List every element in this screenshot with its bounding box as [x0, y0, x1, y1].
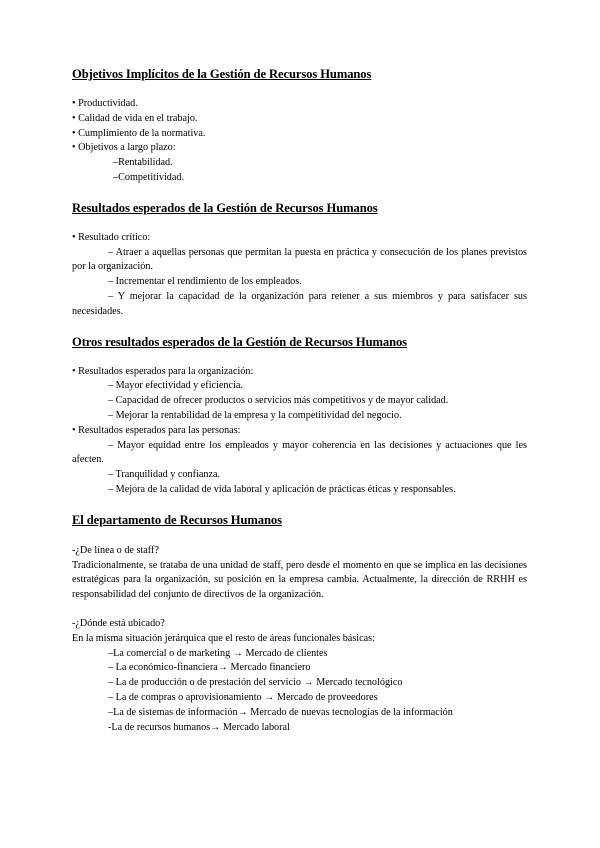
dash-item: – Mejora de la calidad de vida laboral y aplicación de prácticas éticas y responsables. — [108, 483, 456, 495]
bullet-item: • Resultados esperados para las personas: — [72, 424, 241, 436]
otros-resultados-list — [72, 365, 527, 498]
dash-item: – Incrementar el rendimiento de los empleados. — [108, 276, 302, 288]
bullet-item: • Cumplimiento de la normativa. — [72, 127, 206, 139]
area-item: – La económico-financiera→ Mercado financiero — [108, 662, 311, 674]
area-item: –La comercial o de marketing → Mercado de clientes — [108, 647, 328, 659]
paragraph: Tradicionalmente, se trataba de una unidad de staff, pero desde el momento en que se implica en las decisiones estratégicas para la organización, su posición en la empresa cambia. Actualmente, la dirección de RRHH es responsabilidad del conjunto de directivos de la organización. — [72, 559, 527, 601]
section-title-resultados: Resultados esperados de la Gestión de Recursos Humanos — [72, 200, 378, 215]
bullet-item: • Calidad de vida en el trabajo. — [72, 112, 198, 124]
document-content — [72, 66, 527, 735]
dash-item: – Mejorar la rentabilidad de la empresa y la competitividad del negocio. — [108, 409, 402, 421]
area-item: –La de sistemas de información→ Mercado de nuevas tecnologías de la información — [108, 706, 453, 718]
section-title-otros-resultados: Otros resultados esperados de la Gestión de Recursos Humanos — [72, 334, 407, 349]
section-title-departamento: El departamento de Recursos Humanos — [72, 512, 282, 527]
dash-item: – Atraer a aquellas personas que permitan la puesta en práctica y consecución de los planes previstos por la organización. — [72, 246, 527, 273]
paragraph: En la misma situación jerárquica que el resto de áreas funcionales básicas: — [72, 632, 375, 644]
question-line: -¿Dónde está ubicado? — [72, 617, 165, 629]
sub-item: –Rentabilidad. — [113, 157, 173, 169]
section-title-objetivos: Objetivos Implícitos de la Gestión de Recursos Humanos — [72, 67, 372, 81]
sub-item: –Competitividad. — [113, 171, 185, 183]
bullet-item: • Productividad. — [72, 98, 138, 109]
bullet-item: • Resultado crítico: — [72, 231, 151, 243]
resultados-list — [72, 231, 527, 320]
objetivos-list — [72, 97, 527, 186]
departamento-body — [72, 544, 527, 736]
dash-item: – Capacidad de ofrecer productos o servicios más competitivos y de mayor calidad. — [108, 395, 449, 407]
dash-item: – Y mejorar la capacidad de la organización para retener a sus miembros y para satisfacer sus necesidades. — [72, 290, 527, 317]
question-line: -¿De línea o de staff? — [72, 544, 159, 556]
area-item: – La de producción o de prestación del servicio → Mercado tecnológico — [108, 677, 403, 689]
spacer — [72, 603, 527, 617]
area-item: – La de compras o aprovisionamiento → Mercado de proveedores — [108, 691, 378, 703]
area-item: -La de recursos humanos→ Mercado laboral — [108, 721, 290, 733]
dash-item: – Mayor equidad entre los empleados y mayor coherencia en las decisiones y actuaciones que les afecten. — [72, 439, 527, 466]
bullet-item: • Objetivos a largo plazo: — [72, 142, 176, 154]
dash-item: – Mayor efectividad y eficiencia. — [108, 380, 243, 392]
dash-item: – Tranquilidad y confianza. — [108, 469, 221, 481]
bullet-item: • Resultados esperados para la organización: — [72, 365, 254, 377]
